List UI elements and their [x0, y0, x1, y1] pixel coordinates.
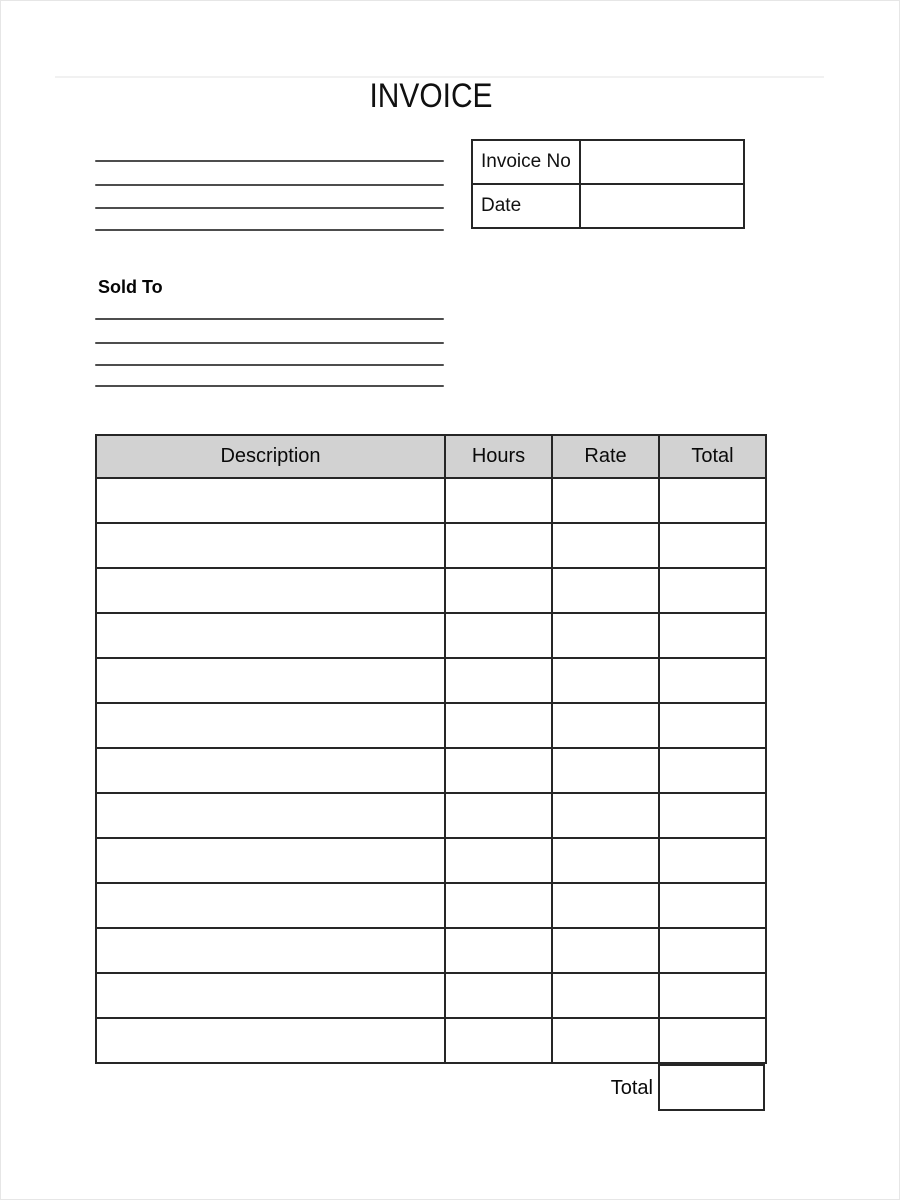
cell-rate — [552, 658, 659, 703]
blank-line — [95, 385, 444, 387]
cell-total — [659, 838, 766, 883]
cell-description — [96, 793, 445, 838]
cell-total — [659, 658, 766, 703]
grand-total-label: Total — [610, 1077, 653, 1099]
cell-hours — [445, 658, 552, 703]
sold-to-label: Sold To — [98, 277, 163, 297]
date-value — [581, 185, 743, 227]
cell-total — [659, 568, 766, 613]
cell-description — [96, 568, 445, 613]
cell-description — [96, 523, 445, 568]
cell-hours — [445, 928, 552, 973]
column-header-rate: Rate — [552, 435, 659, 478]
cell-hours — [445, 613, 552, 658]
cell-rate — [552, 928, 659, 973]
cell-total — [659, 748, 766, 793]
cell-total — [659, 703, 766, 748]
table-row — [96, 1018, 766, 1063]
invoice-no-label: Invoice No — [473, 141, 581, 183]
cell-hours — [445, 568, 552, 613]
blank-line — [95, 342, 444, 344]
cell-rate — [552, 478, 659, 523]
cell-description — [96, 838, 445, 883]
blank-line — [95, 318, 444, 320]
blank-line — [95, 160, 444, 162]
table-row — [96, 523, 766, 568]
invoice-meta-box — [471, 139, 745, 229]
cell-description — [96, 478, 445, 523]
table-row — [96, 928, 766, 973]
table-row — [96, 883, 766, 928]
cell-hours — [445, 973, 552, 1018]
cell-rate — [552, 973, 659, 1018]
table-row — [96, 703, 766, 748]
cell-hours — [445, 1018, 552, 1063]
items-table — [95, 434, 767, 1064]
cell-hours — [445, 883, 552, 928]
items-table-header — [96, 435, 766, 478]
cell-total — [659, 883, 766, 928]
cell-total — [659, 613, 766, 658]
cell-total — [659, 793, 766, 838]
cell-description — [96, 1018, 445, 1063]
blank-line — [95, 184, 444, 186]
cell-hours — [445, 793, 552, 838]
cell-rate — [552, 748, 659, 793]
table-row — [96, 658, 766, 703]
cell-description — [96, 973, 445, 1018]
cell-total — [659, 973, 766, 1018]
items-table-body — [96, 478, 766, 1063]
cell-rate — [552, 568, 659, 613]
cell-description — [96, 928, 445, 973]
cell-description — [96, 748, 445, 793]
page-title: INVOICE — [369, 77, 493, 115]
blank-line — [95, 229, 444, 231]
cell-total — [659, 928, 766, 973]
table-row — [96, 838, 766, 883]
cell-description — [96, 658, 445, 703]
invoice-no-value — [581, 141, 743, 183]
cell-rate — [552, 613, 659, 658]
cell-hours — [445, 748, 552, 793]
cell-hours — [445, 478, 552, 523]
cell-rate — [552, 1018, 659, 1063]
table-row — [96, 568, 766, 613]
grand-total-value-box — [658, 1064, 765, 1111]
table-row — [96, 613, 766, 658]
cell-description — [96, 703, 445, 748]
table-row — [96, 478, 766, 523]
seller-blank-lines — [95, 160, 444, 232]
blank-line — [95, 364, 444, 366]
date-row — [473, 185, 743, 227]
cell-total — [659, 478, 766, 523]
cell-hours — [445, 703, 552, 748]
cell-hours — [445, 838, 552, 883]
cell-description — [96, 883, 445, 928]
table-row — [96, 748, 766, 793]
sold-to-blank-lines — [95, 318, 444, 388]
column-header-description: Description — [96, 435, 445, 478]
table-row — [96, 793, 766, 838]
cell-rate — [552, 793, 659, 838]
cell-rate — [552, 838, 659, 883]
invoice-no-row — [473, 141, 743, 185]
cell-rate — [552, 883, 659, 928]
table-row — [96, 973, 766, 1018]
cell-rate — [552, 703, 659, 748]
column-header-hours: Hours — [445, 435, 552, 478]
cell-rate — [552, 523, 659, 568]
blank-line — [95, 207, 444, 209]
cell-description — [96, 613, 445, 658]
cell-total — [659, 523, 766, 568]
cell-hours — [445, 523, 552, 568]
cell-total — [659, 1018, 766, 1063]
column-header-total: Total — [659, 435, 766, 478]
date-label: Date — [473, 185, 581, 227]
